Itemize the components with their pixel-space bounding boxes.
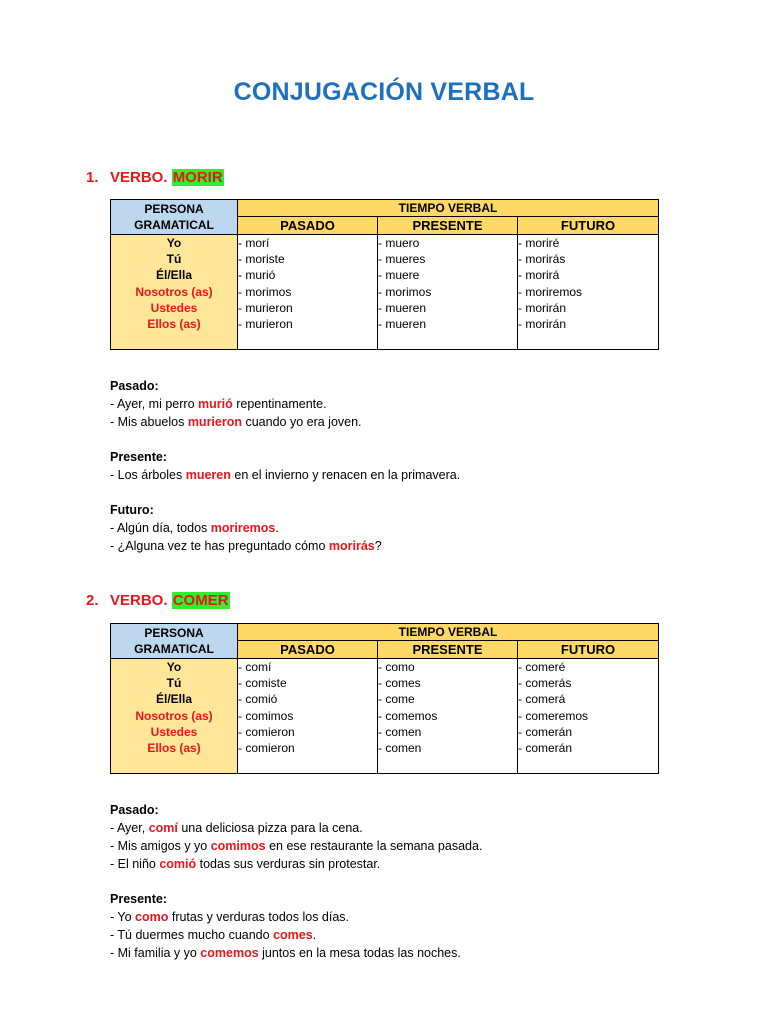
persona-el-ella: Él/Ella: [155, 268, 193, 283]
persona-header: [111, 624, 238, 659]
persona-ustedes: Ustedes: [150, 724, 198, 739]
form-cell: - murieron: [238, 316, 293, 331]
form-cell: - moriremos: [518, 284, 583, 299]
form-cell: - comen: [378, 724, 422, 739]
examples-comer: [110, 801, 482, 962]
example-sentence: - Yo como frutas y verduras todos los días.: [110, 910, 350, 924]
column-header-futuro: FUTURO: [518, 641, 659, 659]
example-sentence: - Mi familia y yo comemos juntos en la mesa todas las noches.: [110, 946, 461, 960]
highlighted-verb: moriremos: [210, 521, 276, 535]
form-cell: - moriré: [518, 236, 560, 250]
column-header-presente: PRESENTE: [378, 641, 518, 659]
column-header-pasado: PASADO: [238, 641, 378, 659]
form-cell: - morirás: [518, 252, 566, 267]
form-cell: - comerán: [518, 740, 573, 755]
example-sentence: - Tú duermes mucho cuando comes.: [110, 928, 317, 942]
form-cell: - comen: [378, 740, 422, 755]
tiempo-verbal-header: TIEMPO VERBAL: [238, 200, 659, 217]
form-cell: - comieron: [238, 740, 295, 755]
form-cell: - morimos: [238, 284, 292, 299]
highlighted-verb: comemos: [200, 946, 259, 960]
verb-highlight: COMER: [172, 592, 229, 609]
form-cell: - comemos: [378, 708, 438, 723]
form-cell: - comieron: [238, 724, 295, 739]
highlighted-verb: comimos: [210, 839, 266, 853]
example-label-pasado: Pasado:: [110, 803, 159, 817]
form-cell: - comeremos: [518, 708, 589, 723]
persona-ellos: Ellos (as): [147, 316, 201, 331]
column-header-futuro: FUTURO: [518, 217, 659, 235]
example-sentence: - El niño comió todas sus verduras sin protestar.: [110, 857, 381, 871]
form-cell: - moriste: [238, 252, 285, 267]
highlighted-verb: murieron: [187, 415, 242, 429]
persona-tu: Tú: [166, 252, 182, 267]
form-cell: - comerá: [518, 692, 566, 707]
form-cell: - comerán: [518, 724, 573, 739]
form-cell: - mueres: [378, 252, 426, 267]
persona-ellos: Ellos (as): [147, 740, 201, 755]
form-cell: - murieron: [238, 300, 293, 315]
example-label-pasado: Pasado:: [110, 379, 159, 393]
column-header-presente: PRESENTE: [378, 217, 518, 235]
conjugation-table-comer: [110, 623, 659, 774]
form-cell: - comió: [238, 692, 278, 707]
persona-header-line2: GRAMATICAL: [134, 642, 214, 656]
pasado-column: [238, 235, 378, 350]
form-cell: - morirán: [518, 300, 567, 315]
persona-el-ella: Él/Ella: [155, 692, 193, 707]
futuro-column: [518, 659, 659, 774]
column-header-pasado: PASADO: [238, 217, 378, 235]
persona-yo: Yo: [166, 236, 182, 250]
section-prefix: VERBO.: [110, 592, 168, 609]
presente-column: [378, 235, 518, 350]
highlighted-verb: comí: [148, 821, 178, 835]
form-cell: - comiste: [238, 676, 287, 691]
form-cell: - como: [378, 660, 415, 674]
persona-column: [111, 235, 238, 350]
persona-header-line2: GRAMATICAL: [134, 218, 214, 232]
highlighted-verb: comes: [273, 928, 313, 942]
persona-nosotros: Nosotros (as): [135, 284, 213, 299]
persona-column: [111, 659, 238, 774]
form-cell: - morirá: [518, 268, 560, 283]
persona-ustedes: Ustedes: [150, 300, 198, 315]
form-cell: - morirán: [518, 316, 567, 331]
example-sentence: - Los árboles mueren en el invierno y renacen en la primavera.: [110, 468, 461, 482]
persona-header-line1: PERSONA: [144, 202, 204, 216]
highlighted-verb: como: [135, 910, 169, 924]
persona-header: [111, 200, 238, 235]
highlighted-verb: mueren: [185, 468, 231, 482]
example-sentence: - Ayer, comí una deliciosa pizza para la cena.: [110, 821, 363, 835]
example-label-presente: Presente:: [110, 892, 167, 906]
form-cell: - comimos: [238, 708, 294, 723]
section-prefix: VERBO.: [110, 169, 168, 186]
example-sentence: - Ayer, mi perro murió repentinamente.: [110, 397, 327, 411]
example-sentence: - ¿Alguna vez te has preguntado cómo morirás?: [110, 539, 382, 553]
examples-morir: [110, 377, 460, 555]
example-label-futuro: Futuro:: [110, 503, 154, 517]
highlighted-verb: morirás: [328, 539, 375, 553]
example-label-presente: Presente:: [110, 450, 167, 464]
example-sentence: - Mis amigos y yo comimos en ese restaurante la semana pasada.: [110, 839, 483, 853]
pasado-column: [238, 659, 378, 774]
page-title: CONJUGACIÓN VERBAL: [233, 78, 535, 106]
form-cell: - comes: [378, 676, 421, 691]
conjugation-table-morir: [110, 199, 659, 350]
section-heading-comer: [86, 592, 230, 609]
form-cell: - come: [378, 692, 415, 707]
form-cell: - mueren: [378, 316, 427, 331]
example-sentence: - Algún día, todos moriremos.: [110, 521, 279, 535]
section-heading-morir: [86, 169, 224, 186]
section-number: 1.: [86, 169, 99, 186]
example-sentence: - Mis abuelos murieron cuando yo era joven.: [110, 415, 362, 429]
form-cell: - muero: [378, 236, 420, 250]
section-number: 2.: [86, 592, 99, 609]
highlighted-verb: comió: [159, 857, 197, 871]
verb-highlight: MORIR: [172, 169, 223, 186]
form-cell: - morimos: [378, 284, 432, 299]
persona-tu: Tú: [166, 676, 182, 691]
form-cell: - comeré: [518, 660, 566, 674]
futuro-column: [518, 235, 659, 350]
form-cell: - mueren: [378, 300, 427, 315]
persona-nosotros: Nosotros (as): [135, 708, 213, 723]
form-cell: - murió: [238, 268, 276, 283]
highlighted-verb: murió: [198, 397, 233, 411]
form-cell: - muere: [378, 268, 420, 283]
tiempo-verbal-header: TIEMPO VERBAL: [238, 624, 659, 641]
persona-header-line1: PERSONA: [144, 626, 204, 640]
presente-column: [378, 659, 518, 774]
form-cell: - comí: [238, 660, 272, 674]
form-cell: - comerás: [518, 676, 572, 691]
persona-yo: Yo: [166, 660, 182, 674]
form-cell: - morí: [238, 236, 270, 250]
